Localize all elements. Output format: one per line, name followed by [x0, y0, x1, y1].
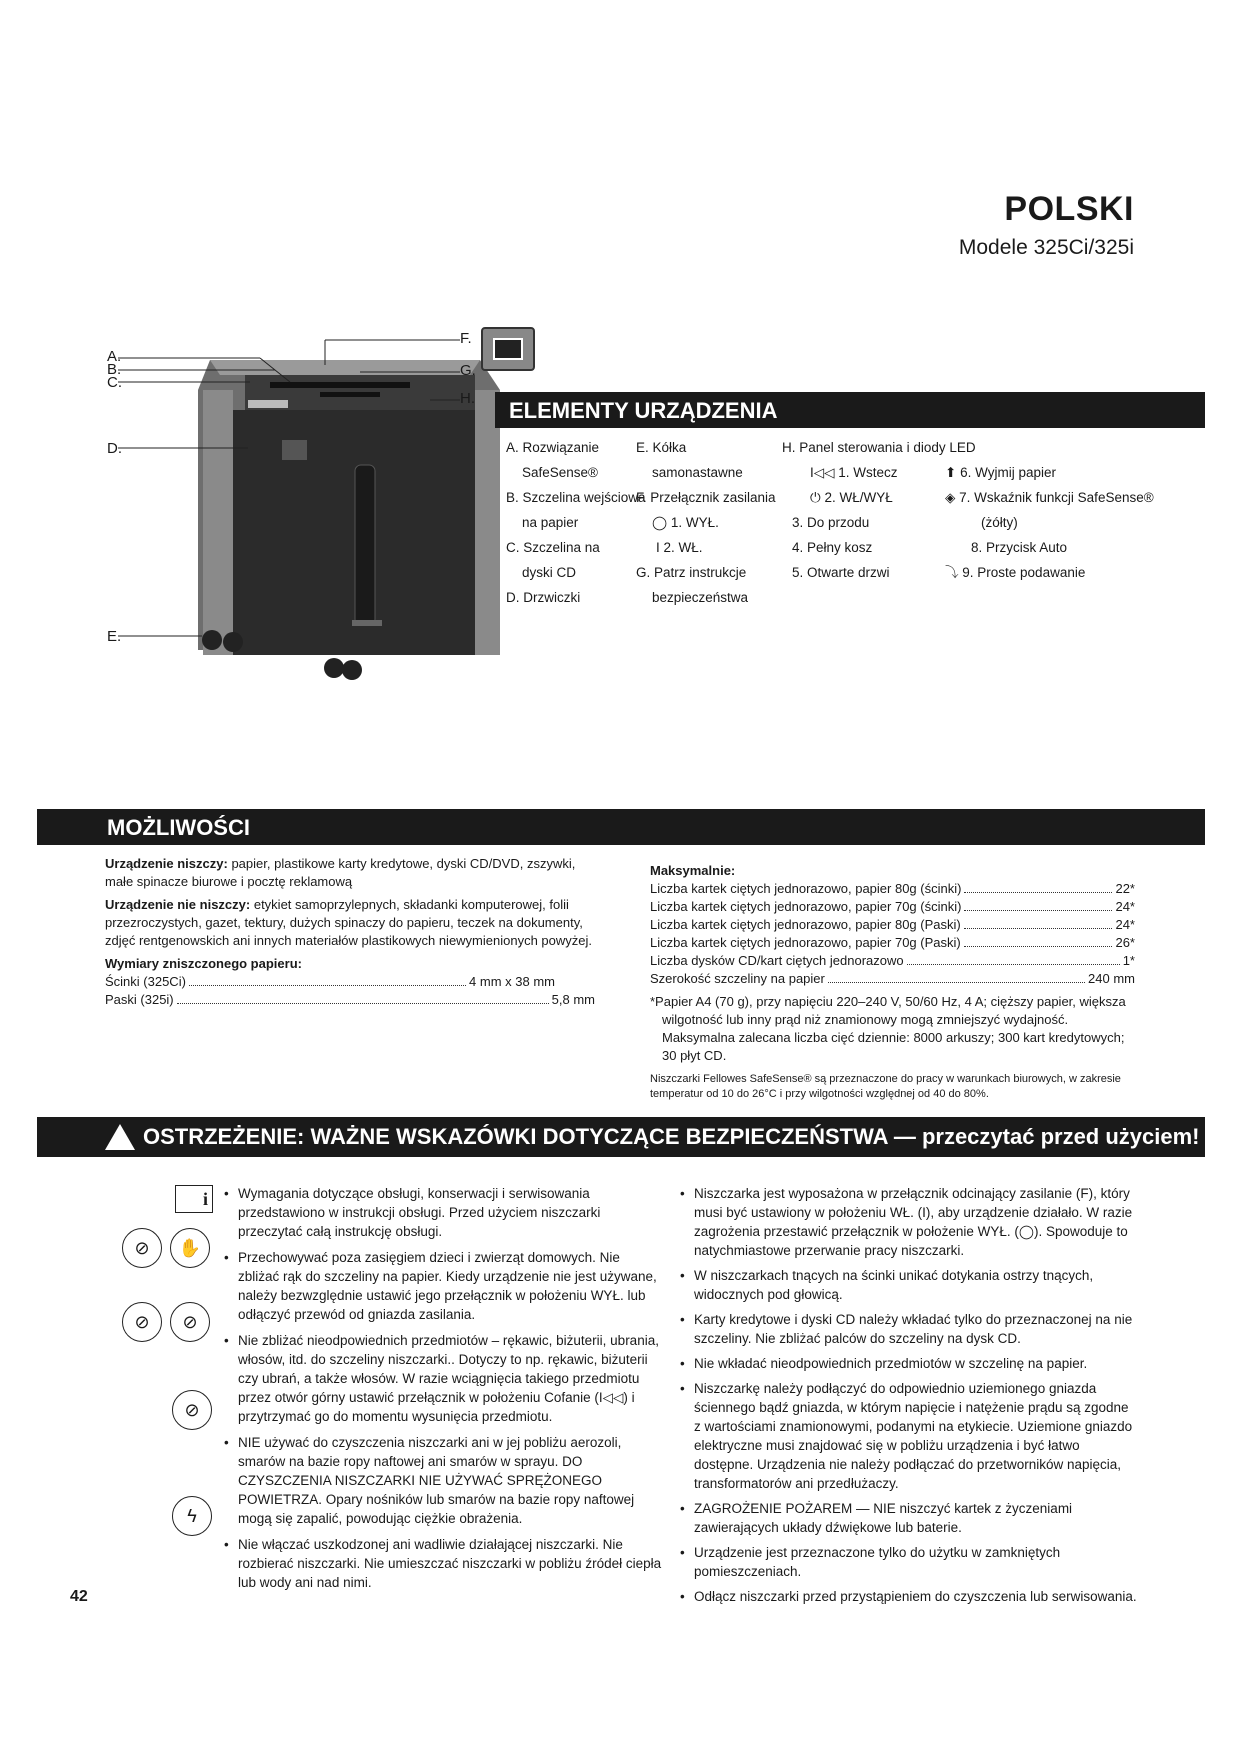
led-reverse-label: 1. Wstecz — [838, 465, 898, 480]
led-bin-full-label: 4. Pełny kosz — [792, 540, 873, 555]
led-forward-label: 3. Do przodu — [792, 515, 870, 530]
section-header-capabilities: MOŻLIWOŚCI — [37, 809, 1205, 845]
max-key: Liczba kartek ciętych jednorazowo, papier 80g (ścinki) — [650, 881, 962, 896]
dims-value: 5,8 mm — [551, 992, 595, 1007]
no-tie-icon: ⊘ — [122, 1302, 162, 1342]
language-heading: POLSKI — [1004, 190, 1134, 228]
dims-row — [105, 973, 595, 991]
max-key: Liczba kartek ciętych jednorazowo, papier 70g (ścinki) — [650, 899, 962, 914]
max-key: Szerokość szczeliny na papier — [650, 971, 825, 986]
max-value: 240 mm — [1088, 971, 1135, 986]
shreds-text: papier, plastikowe karty kredytowe, dyski CD/DVD, zszywki, małe spinacze biurowe i pocztę reklamową — [105, 856, 576, 889]
max-row — [650, 970, 1135, 988]
led-auto-button: 8. Przycisk Auto — [971, 540, 1068, 555]
safesense-icon: ◈ — [945, 490, 960, 505]
capabilities-right — [650, 862, 1135, 1102]
item-c-line2: dyski CD — [522, 565, 577, 580]
warning-item: • Wymagania dotyczące obsługi, konserwacji i serwisowania przedstawiono w instrukcji obsługi. Przed użyciem niszczarki przeczytać całą instrukcję obsługi. — [222, 1184, 662, 1241]
warning-item: • Nie zbliżać nieodpowiednich przedmiotów – rękawic, biżuterii, ubrania, włosów, itd. do szczeliny niszczarki.. Dotyczy to np. rękawic, biżuterii czy ubrań, a także włosów. W razie wciągnięcia takiego przedmiotu przez otwór górny ustawić przełącznik w położeniu Cofanie (I◁◁) i przytrzymać go do momentu wysunięcia przedmiotu. — [222, 1331, 662, 1426]
window-slot — [355, 465, 375, 625]
max-row — [650, 934, 1135, 952]
item-c-line1: C. Szczelina na — [506, 540, 600, 555]
power-off-icon: ◯ — [652, 515, 671, 530]
callout-e: E. — [107, 628, 122, 645]
noshred-text: etykiet samoprzylepnych, składanki komputerowej, folii przezroczystych, gazet, tektury, dużych spinaczy do papieru, teczek na dokumenty, zdjęć rentgenowskich ani innych materiałów plastikowych niewymienionych powyżej. — [105, 897, 593, 948]
led-forward — [782, 513, 962, 532]
led-clear-paper-label: 6. Wyjmij papier — [960, 465, 1056, 480]
warning-item: • Odłącz niszczarki przed przystąpieniem do czyszczenia lub serwisowania. — [678, 1587, 1138, 1606]
warning-item: • ZAGROŻENIE POŻAREM — NIE niszczyć kartek z życzeniami zawierających układy dźwiękowe lub baterie. — [678, 1499, 1138, 1537]
reverse-icon: I◁◁ — [810, 465, 839, 480]
led-bin-full — [782, 538, 962, 557]
noshred-label: Urządzenie nie niszczy: — [105, 897, 251, 912]
shreds-label: Urządzenie niszczy: — [105, 856, 228, 871]
control-panel-list — [782, 438, 976, 582]
max-key: Liczba dysków CD/kart ciętych jednorazowo — [650, 953, 904, 968]
max-value: 22* — [1115, 881, 1135, 896]
max-key: Liczba kartek ciętych jednorazowo, papier 80g (Paski) — [650, 917, 961, 932]
capacity-note: *Papier A4 (70 g), przy napięciu 220–240 V, 50/60 Hz, 4 A; cięższy papier, większa wilgotność lub inny prąd niż znamionowy mogą zmniejszyć wydajność. Maksymalna zalecana liczba cięć dziennie: 8000 arkuszy; 300 kart kredytowych; 30 płyt CD. — [650, 994, 1126, 1063]
led-safesense-color: (żółty) — [981, 515, 1018, 530]
power-on-icon: I — [656, 540, 664, 555]
led-clear-paper — [945, 463, 1175, 482]
warning-title: OSTRZEŻENIE: WAŻNE WSKAZÓWKI DOTYCZĄCE BEZPIECZEŃSTWA — przeczytać przed użyciem! — [143, 1124, 1200, 1149]
item-f-off-label: 1. WYŁ. — [670, 515, 719, 530]
shreds-paragraph — [105, 855, 595, 891]
item-d: D. Drzwiczki — [506, 590, 581, 605]
environment-note: Niszczarki Fellowes SafeSense® są przeznaczone do pracy w warunkach biurowych, w zakresie temperatur od 10 do 26°C i przy wilgotności względnej od 40 do 80%. — [650, 1073, 1121, 1100]
callout-d: D. — [107, 440, 122, 457]
max-row — [650, 880, 1135, 898]
callout-a: A. — [107, 348, 122, 365]
no-aerosol-icon: ⊘ — [172, 1390, 212, 1430]
warning-item: • Nie włączać uszkodzonej ani wadliwie działającej niszczarki. Nie rozbierać niszczarki. Nie umieszczać niszczarki w pobliżu źródeł ciepła lub wody ani nad nimi. — [222, 1535, 662, 1592]
noshred-paragraph — [105, 896, 595, 950]
electric-shock-icon: ϟ — [172, 1496, 212, 1536]
item-e-line2: samonastawne — [652, 465, 743, 480]
power-icon: ⏻ — [810, 490, 825, 505]
warning-item: • W niszczarkach tnących na ścinki unikać dotykania ostrzy tnących, widocznych pod głowicą. — [678, 1266, 1138, 1304]
warning-right-list — [678, 1184, 1138, 1612]
section-header-warning — [37, 1117, 1205, 1157]
elements-column-a — [506, 438, 646, 607]
item-a-line2: SafeSense® — [522, 465, 598, 480]
max-value: 26* — [1115, 935, 1135, 950]
warning-item: • NIE używać do czyszczenia niszczarki ani w jej pobliżu aerozoli, smarów na bazie ropy naftowej ani smarów w sprayu. DO CZYSZCZENIA NISZCZARKI NIE UŻYWAĆ SPRĘŻONEGO POWIETRZA. Opary nośników lub smarów na bazie ropy naftowej mogą się zapalić, powodując ciężkie obrażenia. — [222, 1433, 662, 1528]
led-power-label: 2. WŁ/WYŁ — [824, 490, 893, 505]
led-safesense — [945, 488, 1175, 507]
callout-h: H. — [460, 390, 475, 407]
page-number: 42 — [70, 1588, 88, 1605]
dims-row — [105, 991, 595, 1009]
item-f-line1: F. Przełącznik zasilania — [636, 490, 776, 505]
no-hands-icon: ✋ — [170, 1228, 210, 1268]
door-handle — [282, 440, 307, 460]
no-hair-icon: ⊘ — [170, 1302, 210, 1342]
warning-item: • Niszczarka jest wyposażona w przełącznik odcinający zasilanie (F), który musi być ustawiony w położeniu WŁ. (I), aby urządzenie działało. W razie zagrożenia przestawić przełącznik w położenie WYŁ. (◯). Spowoduje to natychmiastowe przerwanie pracy niszczarki. — [678, 1184, 1138, 1260]
caster-wheel — [202, 630, 222, 650]
dims-key: Ścinki (325Ci) — [105, 974, 186, 989]
item-g-line2: bezpieczeństwa — [652, 590, 749, 605]
item-b-line2: na papier — [522, 515, 579, 530]
callout-g: G. — [460, 362, 476, 379]
warning-item: • Urządzenie jest przeznaczone tylko do użytku w zamkniętych pomieszczeniach. — [678, 1543, 1138, 1581]
paper-slot — [270, 382, 410, 388]
max-row — [650, 952, 1135, 970]
led-reverse — [782, 463, 962, 482]
max-row — [650, 898, 1135, 916]
warning-item: • Przechowywać poza zasięgiem dzieci i zwierząt domowych. Nie zbliżać rąk do szczeliny na papier. Kiedy urządzenie nie jest używane, należy bezwzględnie ustawić jego przełącznik w położeniu WYŁ. lub odłączyć przewód od gniazda zasilania. — [222, 1248, 662, 1324]
control-panel-list-2 — [945, 463, 1175, 582]
dims-key: Paski (325i) — [105, 992, 174, 1007]
max-label: Maksymalnie: — [650, 863, 736, 878]
item-g-line1: G. Patrz instrukcje — [636, 565, 747, 580]
item-f-on-label: 2. WŁ. — [663, 540, 703, 555]
max-value: 24* — [1115, 899, 1135, 914]
section-header-elements: ELEMENTY URZĄDZENIA — [495, 392, 1205, 428]
dims-label: Wymiary zniszczonego papieru: — [105, 956, 302, 971]
led-straight-feed-label: 9. Proste podawanie — [962, 565, 1086, 580]
warning-icon — [105, 1124, 135, 1150]
manual-info-icon: i — [175, 1185, 213, 1213]
straight-feed-icon: ⤵ — [945, 565, 963, 580]
warning-item: • Niszczarkę należy podłączyć do odpowiednio uziemionego gniazda ściennego bądź gniazda, w którym napięcie i natężenie prądu są zgodne z wartościami znamionowymi, podanymi na etykiecie. Uziemione gniazdo elektryczne musi znajdować się w pobliżu urządzenia i być łatwo dostępne. Urządzenia nie należy podłączać do przetworników napięcia, transformatorów ani przedłużaczy. — [678, 1379, 1138, 1493]
warning-item: • Nie wkładać nieodpowiednich przedmiotów w szczelinę na papier. — [678, 1354, 1138, 1373]
item-a-line1: A. Rozwiązanie — [506, 440, 600, 455]
dims-value: 4 mm x 38 mm — [469, 974, 555, 989]
control-panel-title: H. Panel sterowania i diody LED — [782, 440, 976, 455]
led-door-open-label: 5. Otwarte drzwi — [792, 565, 890, 580]
clear-paper-icon: ⬆ — [945, 465, 961, 480]
max-value: 24* — [1115, 917, 1135, 932]
model-subtitle: Modele 325Ci/325i — [958, 236, 1134, 259]
callout-c: C. — [107, 374, 122, 391]
callout-b: B. — [107, 361, 122, 378]
callout-f: F. — [460, 330, 472, 347]
capabilities-left — [105, 855, 595, 1009]
read-manual-icon — [481, 327, 535, 371]
item-b-line1: B. Szczelina wejściowa — [506, 490, 646, 505]
item-f-off — [636, 513, 786, 532]
max-key: Liczba kartek ciętych jednorazowo, papier 70g (Paski) — [650, 935, 961, 950]
max-row — [650, 916, 1135, 934]
item-e-line1: E. Kółka — [636, 440, 687, 455]
item-f-on — [636, 538, 786, 557]
led-door-open — [782, 563, 962, 582]
no-children-icon: ⊘ — [122, 1228, 162, 1268]
warning-left-list — [222, 1184, 662, 1598]
max-value: 1* — [1122, 953, 1135, 968]
led-safesense-label: 7. Wskaźnik funkcji SafeSense® — [959, 490, 1154, 505]
led-straight-feed — [945, 563, 1175, 582]
led-power — [782, 488, 962, 507]
elements-column-b — [636, 438, 786, 607]
warning-item: • Karty kredytowe i dyski CD należy wkładać tylko do przeznaczonej na nie szczeliny. Nie zbliżać palców do szczeliny na dysk CD. — [678, 1310, 1138, 1348]
